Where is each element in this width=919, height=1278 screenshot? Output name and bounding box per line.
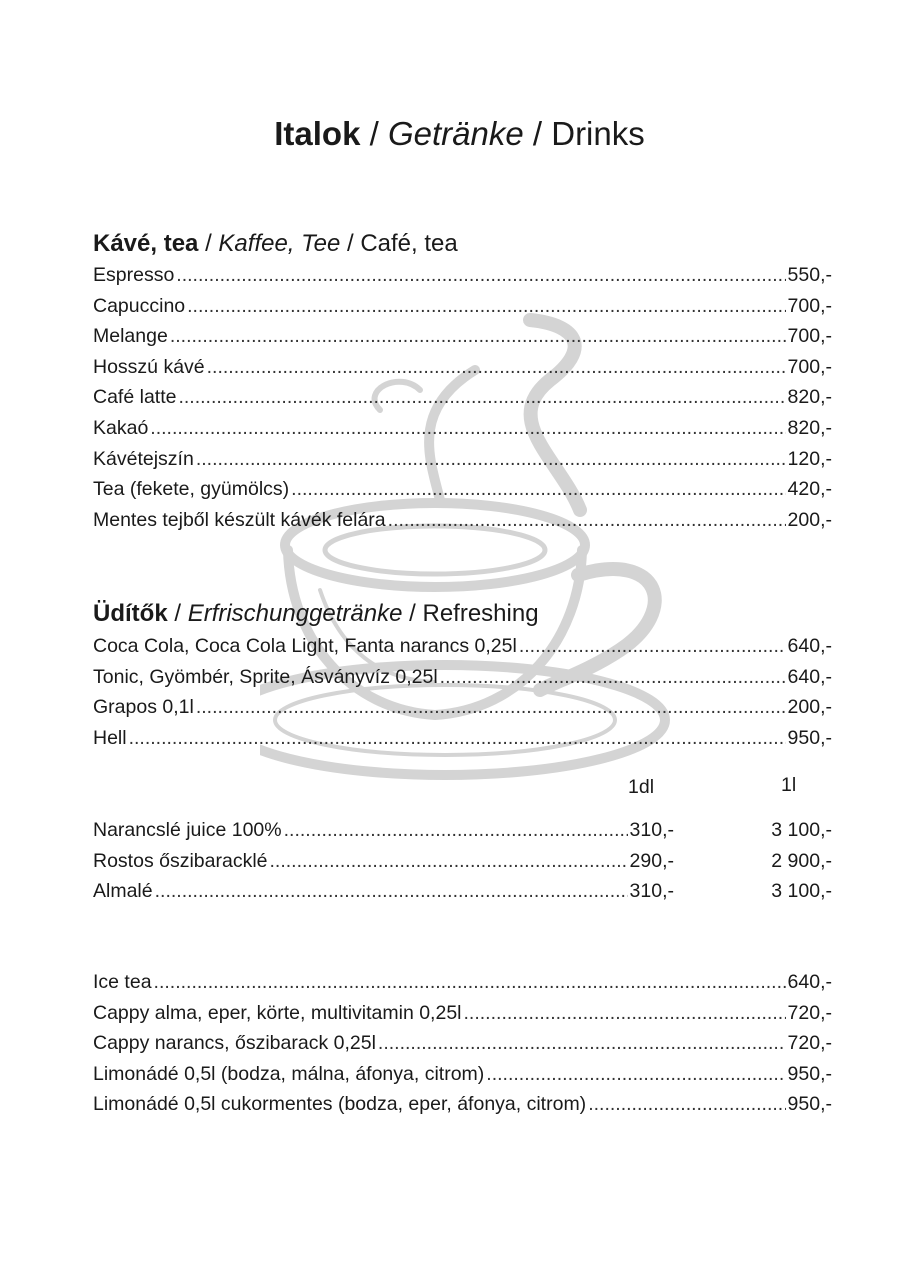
menu-item-name: Kakaó <box>93 417 149 439</box>
menu-item-price: 200,- <box>787 508 832 531</box>
section-separator: / <box>402 600 423 627</box>
menu-item-name: Café latte <box>93 386 177 409</box>
menu-item-price: 640,- <box>787 635 832 657</box>
menu-item-name: Coca Cola, Coca Cola Light, Fanta narancs 0,25l <box>93 635 517 657</box>
dot-leader <box>187 291 785 321</box>
menu-item-name: Rostos őszibaracklé <box>93 849 268 872</box>
dot-leader <box>291 474 785 504</box>
menu-item <box>93 352 832 382</box>
menu-item-name: Narancslé juice 100% <box>93 819 282 841</box>
menu-item-price: 820,- <box>787 386 832 409</box>
menu-item <box>93 1059 832 1089</box>
page-title-english: Drinks <box>551 115 645 152</box>
menu-item-price: 720,- <box>787 1032 832 1055</box>
section-title-german: Kaffee, Tee <box>218 230 341 257</box>
dot-leader <box>270 846 628 876</box>
menu-item-price: 720,- <box>787 1001 832 1024</box>
dot-leader <box>150 413 785 443</box>
dot-leader <box>176 260 785 290</box>
menu-item-price-1l: 3 100,- <box>771 880 832 903</box>
section-title-hungarian: Üdítők <box>93 600 168 627</box>
dot-leader <box>464 998 786 1028</box>
menu-item-price: 700,- <box>787 294 832 317</box>
menu-item-name: Grapos 0,1l <box>93 696 194 719</box>
section-separator: / <box>198 230 219 257</box>
dot-leader <box>588 1089 785 1119</box>
menu-item-price: 550,- <box>787 264 832 286</box>
dot-leader <box>155 876 628 906</box>
dot-leader <box>388 505 786 535</box>
menu-item <box>93 723 832 753</box>
dot-leader <box>196 692 786 722</box>
menu-item <box>93 692 832 722</box>
menu-item <box>93 291 832 321</box>
menu-item <box>93 505 832 535</box>
menu-item <box>93 967 832 997</box>
menu-item-left <box>93 815 674 845</box>
menu-item <box>93 321 832 351</box>
menu-item-name: Ice tea <box>93 971 152 993</box>
menu-item-name: Almalé <box>93 880 153 903</box>
menu-item-price: 640,- <box>787 665 832 688</box>
column-header-1l: 1l <box>781 774 797 796</box>
menu-item-name: Cappy narancs, őszibarack 0,25l <box>93 1032 376 1055</box>
dot-leader <box>284 815 628 845</box>
menu-item-name: Cappy alma, eper, körte, multivitamin 0,25l <box>93 1001 462 1024</box>
menu-item <box>93 260 832 290</box>
menu-item-price: 950,- <box>787 1062 832 1085</box>
menu-item-name: Tea (fekete, gyümölcs) <box>93 478 290 501</box>
dot-leader <box>207 352 786 382</box>
menu-item <box>93 631 832 661</box>
menu-item-price: 700,- <box>787 355 832 378</box>
menu-item-price: 120,- <box>787 447 832 470</box>
dot-leader <box>519 631 786 661</box>
dot-leader <box>129 723 786 753</box>
menu-item-price: 420,- <box>787 478 832 501</box>
section-title-soft-drinks <box>93 599 539 629</box>
menu-item-price-1dl: 310,- <box>629 880 674 903</box>
title-separator: / <box>523 115 552 152</box>
dot-leader <box>486 1059 785 1089</box>
dot-leader <box>154 967 786 997</box>
dot-leader <box>196 444 786 474</box>
menu-item-price-1dl: 290,- <box>629 849 674 872</box>
section-title-german: Erfrischunggetränke <box>187 600 403 627</box>
menu-item-name: Melange <box>93 325 168 348</box>
menu-item <box>93 815 832 845</box>
section-separator: / <box>340 230 361 257</box>
section-separator: / <box>167 600 188 627</box>
section-title-coffee <box>93 229 458 259</box>
menu-item-name: Kávétejszín <box>93 447 194 470</box>
menu-item <box>93 662 832 692</box>
menu-item-left <box>93 876 674 906</box>
menu-item <box>93 413 832 443</box>
menu-item-name: Hell <box>93 726 127 749</box>
menu-item <box>93 876 832 906</box>
menu-item-price-1l: 2 900,- <box>771 849 832 872</box>
title-separator: / <box>360 115 388 152</box>
menu-item-left <box>93 846 674 876</box>
menu-item-price: 200,- <box>787 696 832 719</box>
menu-item-price: 950,- <box>787 1093 832 1116</box>
menu-item <box>93 444 832 474</box>
menu-item <box>93 846 832 876</box>
menu-item-name: Limonádé 0,5l cukormentes (bodza, eper, áfonya, citrom) <box>93 1093 587 1116</box>
menu-item-price: 700,- <box>787 325 832 348</box>
menu-item-name: Capuccino <box>93 294 186 317</box>
menu-item <box>93 1028 832 1058</box>
dot-leader <box>378 1028 786 1058</box>
dot-leader <box>440 662 786 692</box>
menu-item <box>93 998 832 1028</box>
menu-item-name: Tonic, Gyömbér, Sprite, Ásványvíz 0,25l <box>93 665 438 688</box>
menu-item-name: Espresso <box>93 264 175 286</box>
menu-item-price: 640,- <box>787 971 832 993</box>
column-header-1dl: 1dl <box>628 776 655 798</box>
menu-item-price-1dl: 310,- <box>629 819 674 841</box>
section-title-hungarian: Kávé, tea <box>93 230 199 257</box>
dot-leader <box>178 382 785 412</box>
menu-item-name: Mentes tejből készült kávék felára <box>93 508 386 531</box>
menu-item <box>93 474 832 504</box>
menu-item <box>93 1089 832 1119</box>
menu-item <box>93 382 832 412</box>
page-title-hungarian: Italok <box>274 115 361 152</box>
page-title <box>0 112 919 156</box>
menu-item-name: Hosszú kávé <box>93 355 205 378</box>
menu-item-name: Limonádé 0,5l (bodza, málna, áfonya, citrom) <box>93 1062 485 1085</box>
menu-item-price: 820,- <box>787 417 832 439</box>
menu-item-price: 950,- <box>787 726 832 749</box>
section-title-english: Refreshing <box>422 600 539 627</box>
section-title-english: Café, tea <box>360 230 458 257</box>
menu-item-price-1l: 3 100,- <box>771 819 832 841</box>
dot-leader <box>170 321 786 351</box>
page-title-german: Getränke <box>387 115 524 152</box>
